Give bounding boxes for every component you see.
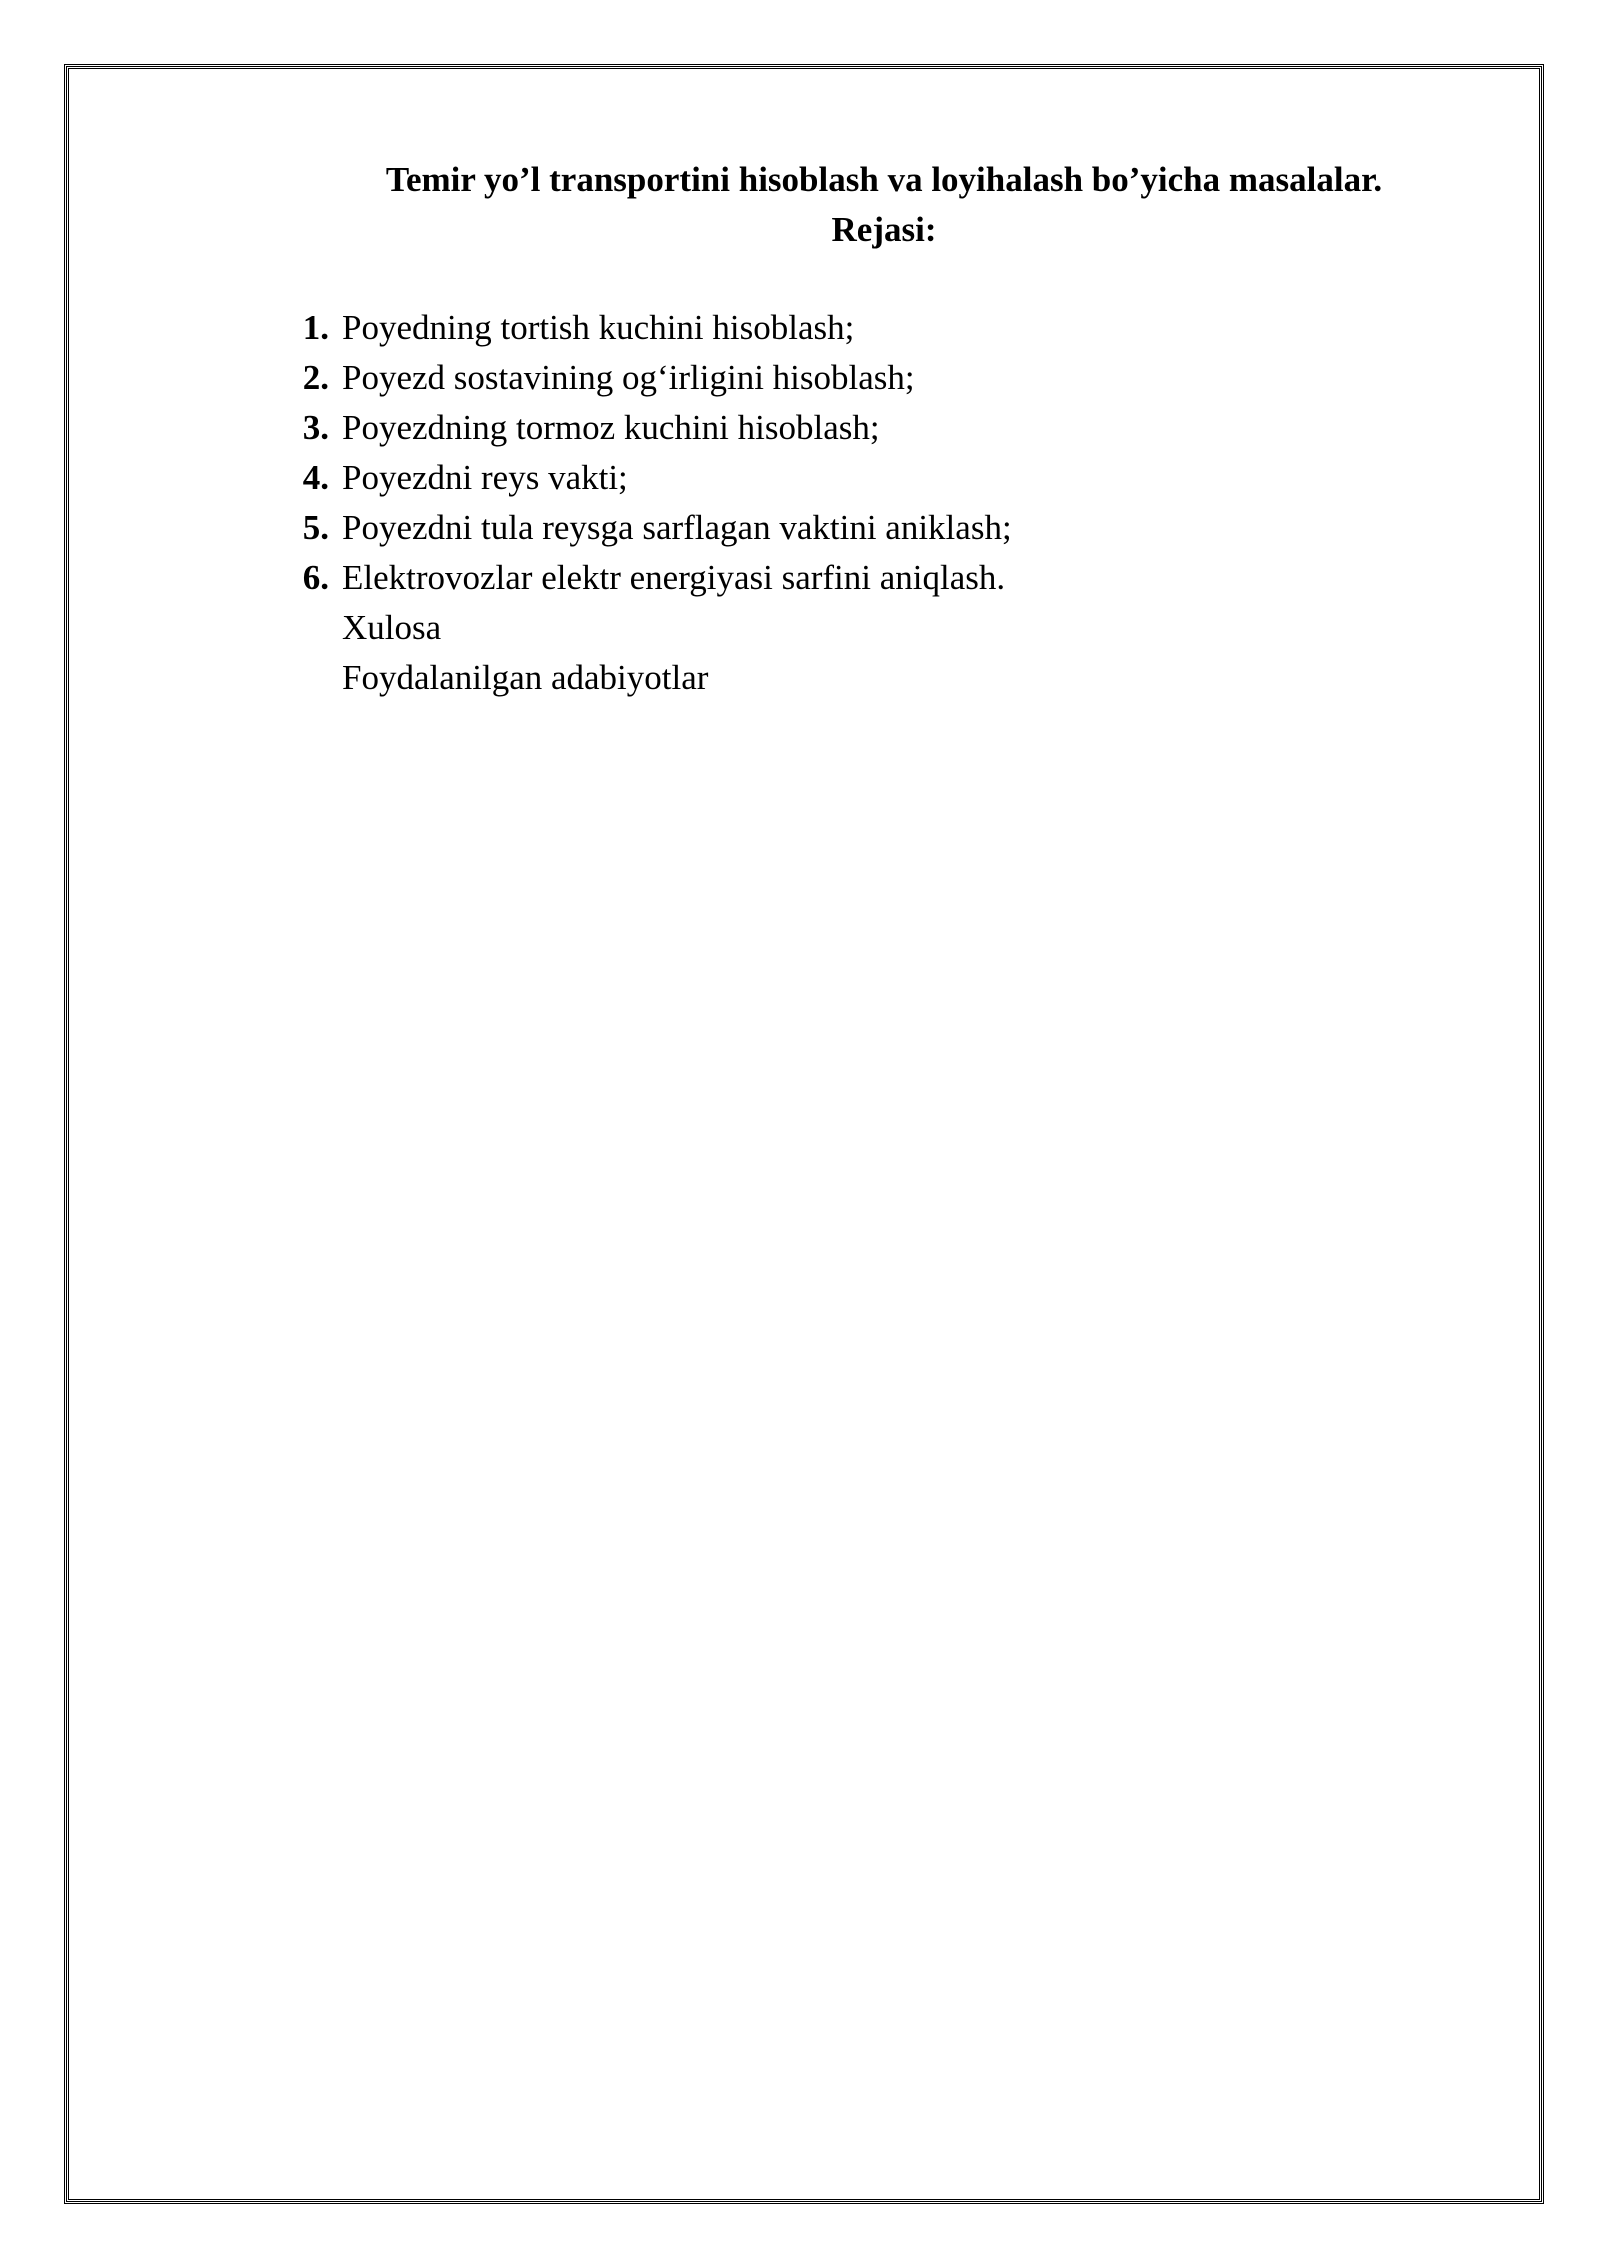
plan-item [279, 453, 1012, 503]
plan-item [279, 303, 1012, 353]
plan-item-number: 2. [302, 358, 329, 397]
plan-list [279, 303, 1012, 703]
plan-item-number: 1. [302, 308, 329, 347]
plan-item [279, 503, 1012, 553]
plan-item-text: Poyezd sostavining og‘irligini hisoblash; [342, 358, 915, 397]
references-item: Foydalanilgan adabiyotlar [342, 658, 709, 697]
conclusion-item: Xulosa [342, 608, 442, 647]
document-title: Temir yo’l transportini hisoblash va loyihalash bo’yicha masalalar. [385, 160, 1383, 199]
plan-item-number: 5. [302, 508, 329, 547]
plan-item [279, 553, 1012, 603]
plan-item [279, 403, 1012, 453]
plan-item-number: 3. [302, 408, 329, 447]
plan-item [279, 353, 1012, 403]
plan-item-text: Elektrovozlar elektr energiyasi sarfini aniqlash. [342, 558, 1006, 597]
plan-item-number: 6. [302, 558, 329, 597]
plan-heading: Rejasi: [831, 210, 937, 249]
plan-item-text: Poyedning tortish kuchini hisoblash; [342, 308, 855, 347]
plan-item-number: 4. [302, 458, 329, 497]
plan-item-text: Poyezdni tula reysga sarflagan vaktini aniklash; [342, 508, 1012, 547]
plan-item-text: Poyezdning tormoz kuchini hisoblash; [342, 408, 880, 447]
plan-item-text: Poyezdni reys vakti; [342, 458, 628, 497]
page-border [64, 64, 1544, 2204]
